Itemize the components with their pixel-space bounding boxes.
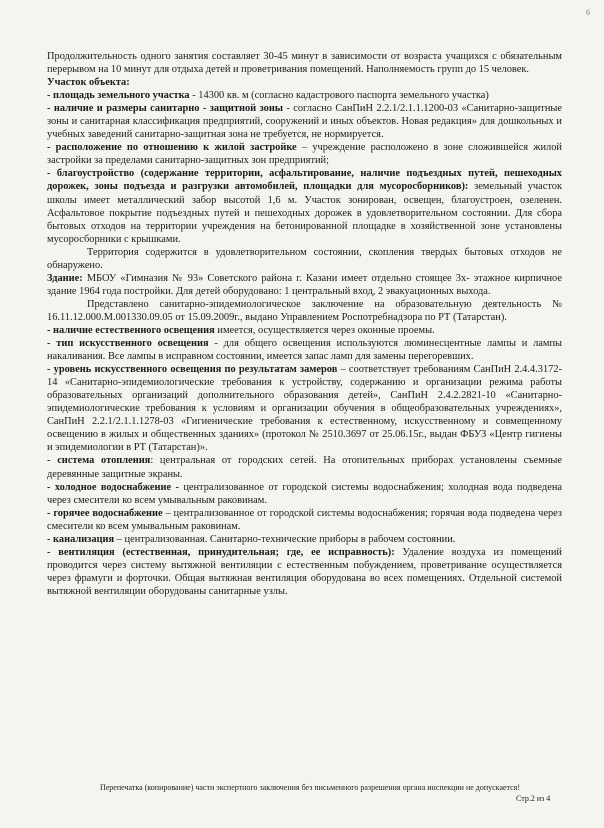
cold-water-paragraph: - холодное водоснабжение - централизованное от городской системы водоснабжения; холодная вода подведена через смесители ко всем умывальным раковинам.: [47, 481, 562, 506]
copyright-footer: Перепечатка (копирование) части экспертного заключения без письменного разрешения органа инспекции не допускается!: [99, 783, 521, 792]
artificial-light-type-paragraph: - тип искусственного освещения - для общего освещения используются люминесцентные лампы и лампы накаливания. Все лампы в исправном состоянии, имеется запас ламп для замены перегоревших.: [47, 338, 562, 363]
conclusion-paragraph: Представлено санитарно-эпидемиологическое заключение на образовательную деятельность № 16.11.12.000.М.001330.09.05 от 15.09.2009г., выдано Управлением Роспотребнадзора по РТ (Татарстан).: [47, 298, 562, 323]
natural-light-paragraph: - наличие естественного освещения имеется, осуществляется через оконные проемы.: [47, 324, 435, 336]
building-paragraph: Здание: МБОУ «Гимназия № 93» Советского района г. Казани имеет отдельно стоящее 3х- этажное кирпичное здание 1964 года постройки. Для детей оборудовано: 1 центральный вход, 2 эвакуационных выхода.: [47, 272, 562, 297]
light-level-paragraph: - уровень искусственного освещения по результатам замеров – соответствует требованиям СанПиН 2.4.4.3172-14 «Санитарно-эпидемиологические требования к устройству, содержанию и организации режима работы образовательных организаций дополнительного образования детей», СанПиН 2.4.2.2821-10 «Санитарно-эпидемиологические требования к условиям и организации обучения в общеобразовательных учреждениях», СанПиН 2.2.1/2.1.1.1278-03 «Гигиенические требования к естественному, искусственному и совмещенному освещению в жилых и общественных зданиях» (протокол № 2510.3697 от 25.06.15г., выдан ФБУЗ «Центр гигиены и эпидемиологии в РТ (Татарстан)».: [47, 364, 562, 454]
sewer-paragraph: - канализация – централизованная. Санитарно-технические приборы в рабочем состоянии.: [47, 533, 456, 545]
lesson-duration-paragraph: Продолжительность одного занятия составляет 30-45 минут в зависимости от возраста учащихся с обязательным перерывом на 10 минут для отдыха детей и проветривания помещений. Наполняемость групп до 15 человек.: [47, 51, 562, 76]
corner-mark: 6: [586, 8, 590, 17]
ventilation-paragraph: - вентиляция (естественная, принудительная; где, ее исправность): Удаление воздуха из помещений проводится через систему вытяжной вентиляции с естественным побуждением, проветривание осуществляется через фрамуги и форточки. Общая вытяжная вентиляция оборудована во всех помещениях. Отдельной системой вытяжной вентиляции оборудованы санитарные узлы.: [47, 546, 562, 597]
heating-paragraph: - система отопления: центральная от городских сетей. На отопительных приборах установлены съемные деревянные защитные экраны.: [47, 455, 563, 480]
land-area-paragraph: - площадь земельного участка - 14300 кв. м (согласно кадастрового паспорта земельного участка): [47, 90, 489, 102]
territory-paragraph: Территория содержится в удовлетворительном состоянии, скопления твердых бытовых отходов не обнаружено.: [47, 246, 562, 271]
hot-water-paragraph: - горячее водоснабжение – централизованное от городской системы водоснабжения; горячая вода подведена через смесители ко всем умывальным раковинам.: [47, 507, 562, 532]
document-body: [47, 50, 562, 598]
location-paragraph: - расположение по отношению к жилой застройке – учреждение расположено в зоне сложившейся жилой застройки за пределами санитарно-защитных зон предприятий;: [47, 142, 562, 167]
page-number: Стр.2 из 4: [516, 794, 551, 803]
site-heading: Участок объекта:: [47, 77, 130, 89]
sanitary-zone-paragraph: - наличие и размеры санитарно - защитной зоны - согласно СанПиН 2.2.1/2.1.1.1200-03 «Санитарно-защитные зоны и санитарная классификация предприятий, сооружений и иных объектов. Новая редакция» для дошкольных и учебных заведений санитарно-защитная зона не требуется, не нормируется.: [47, 103, 562, 141]
improvement-paragraph: - благоустройство (содержание территории, асфальтирование, наличие подъездных путей, пешеходных дорожек, зоны подъезда и разгрузки автомобилей, площадки для мусоросборников): земельный участок школы имеет металлический забор высотой 1,6 м. Участок зонирован, освещен, благоустроен, озеленен. Асфальтовое покрытие подъездных путей и пешеходных дорожек в удовлетворительном состоянии. Для сбора бытовых отходов на территории учреждения на бетонированной площадке в хозяйственной зоне установлены мусоросборники с крышками.: [47, 168, 563, 245]
